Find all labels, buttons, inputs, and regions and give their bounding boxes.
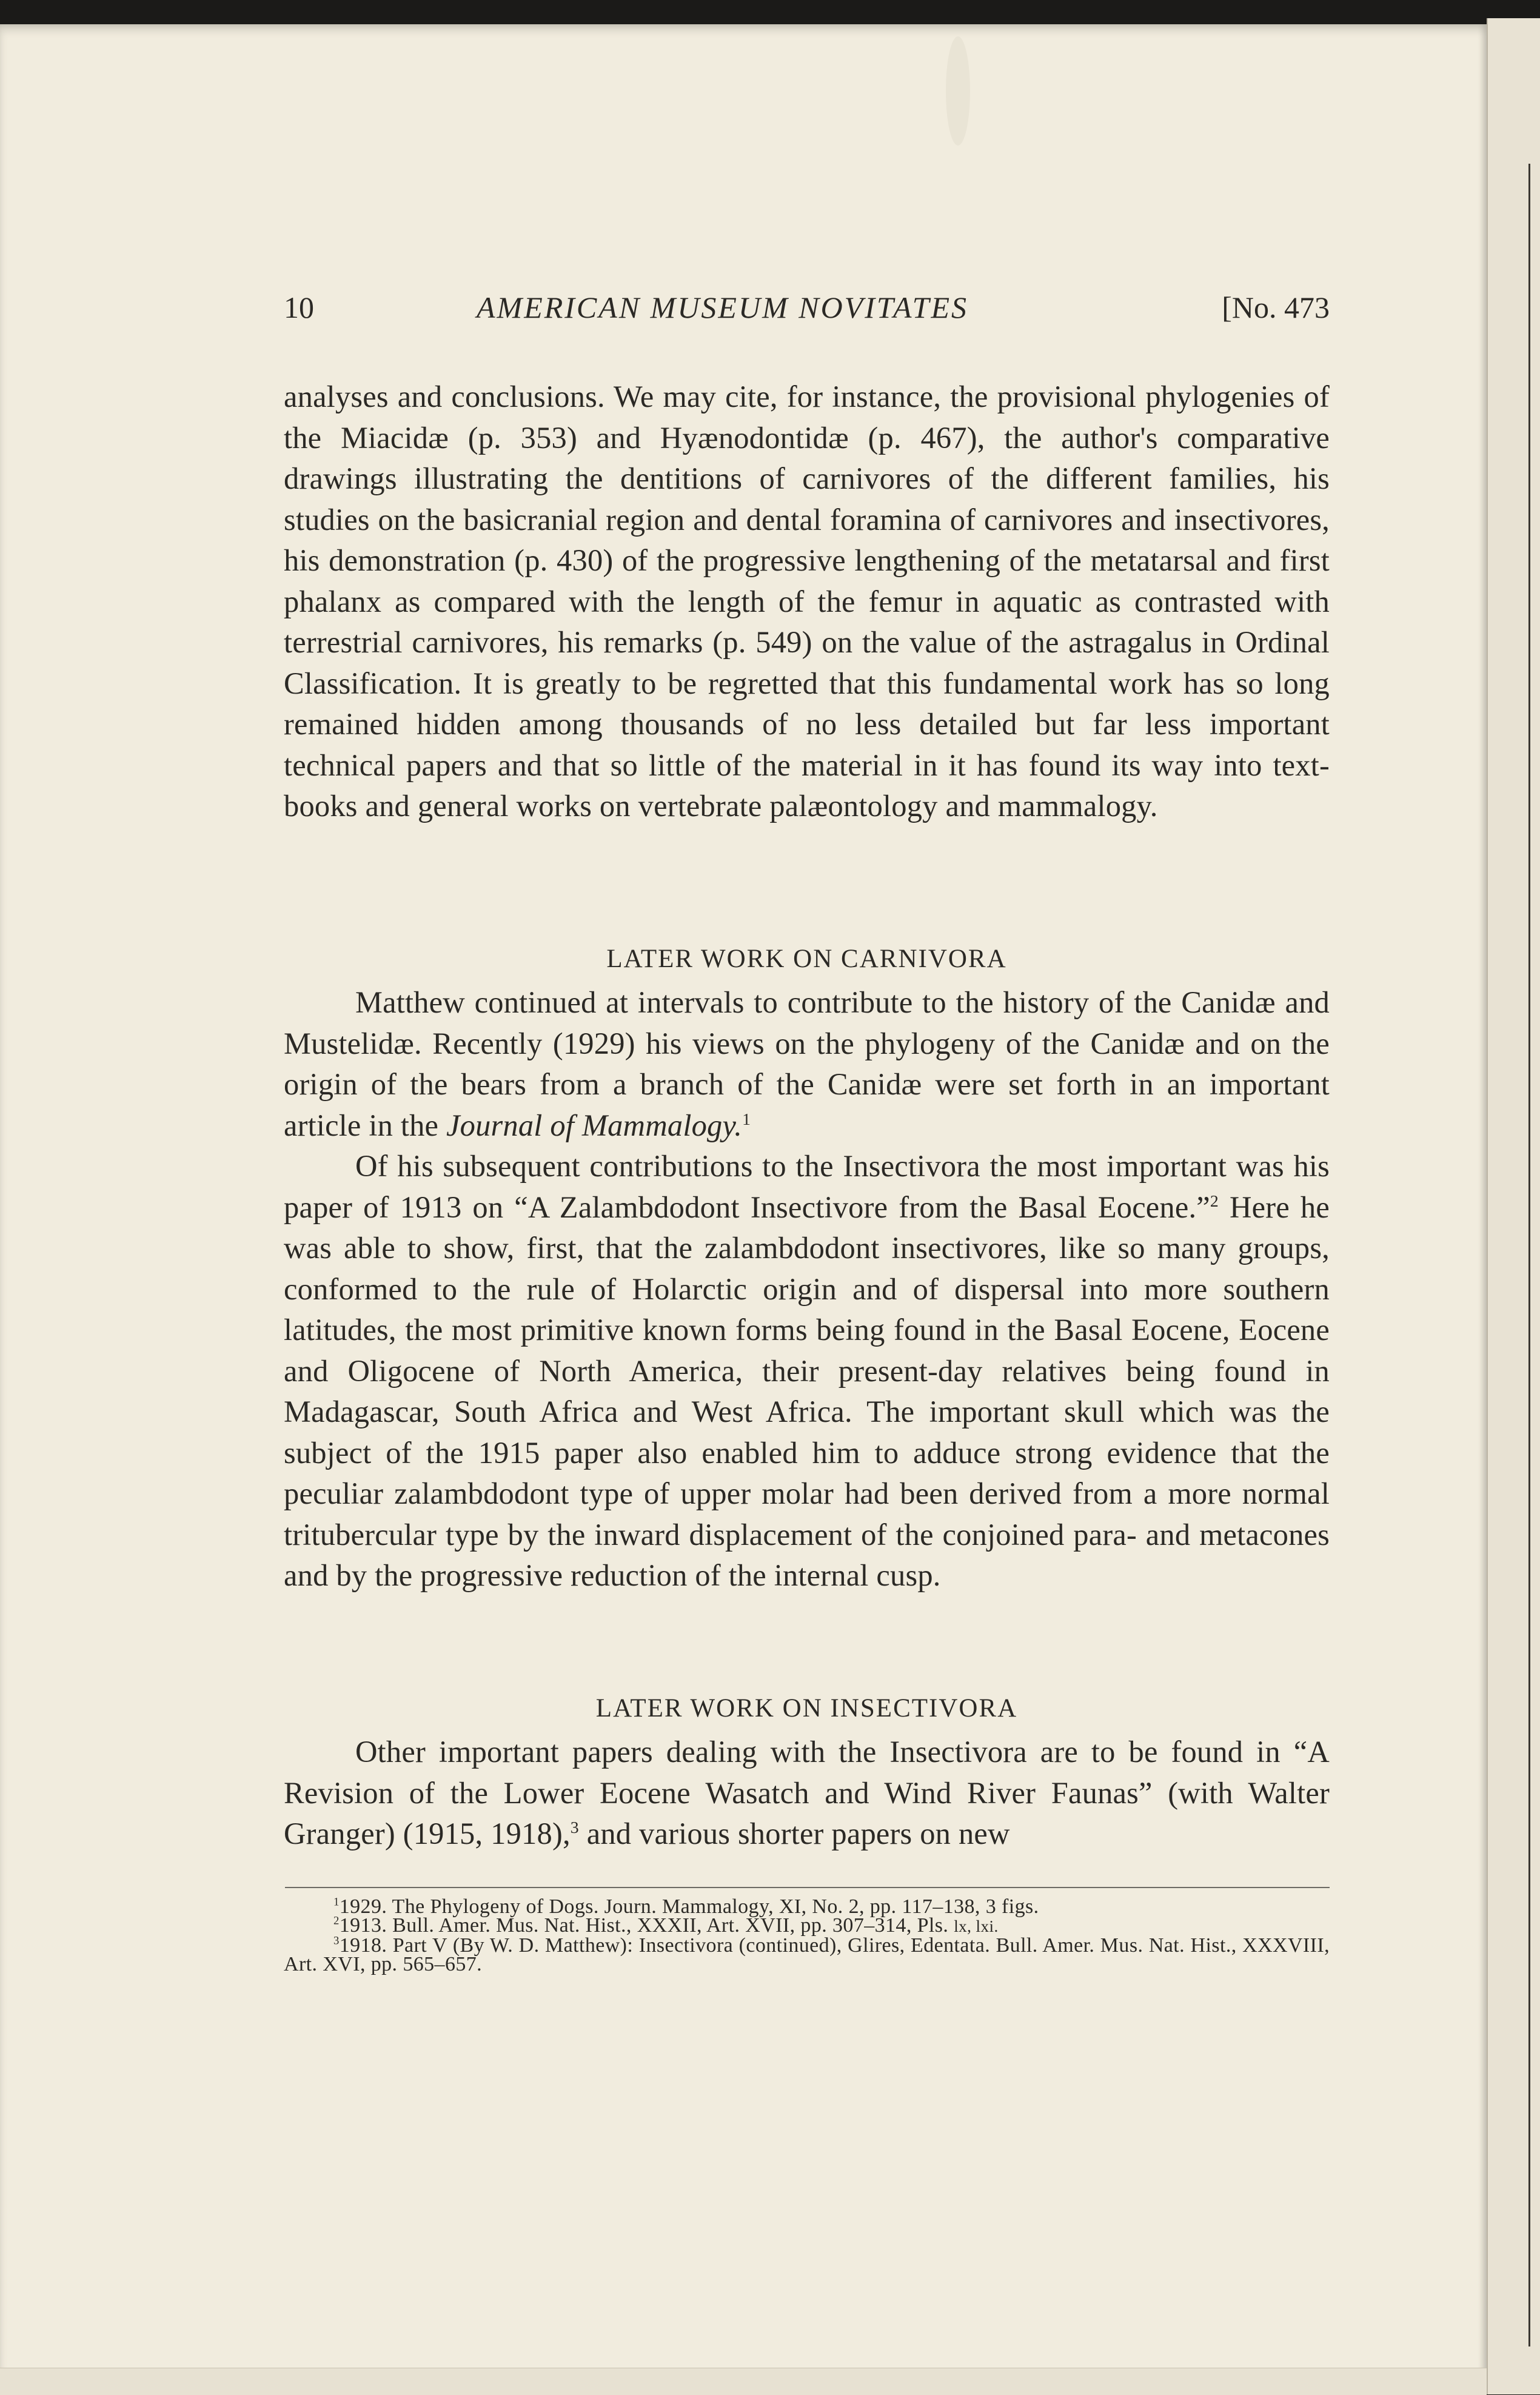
paragraph-text [284, 1732, 1330, 1855]
paragraph-carnivora [284, 982, 1330, 1596]
issue-number: [No. 473 [1222, 290, 1330, 324]
footnote-ref-2: 2 [1210, 1191, 1219, 1211]
section-heading-carnivora: LATER WORK ON CARNIVORA [606, 945, 1007, 973]
footnote-ref-3: 3 [570, 1818, 579, 1838]
page-number: 10 [284, 290, 314, 324]
footnote-text: 1929. The Phylogeny of Dogs. Journ. Mammalogy, XI, No. 2, pp. 117–138, 3 figs. [339, 1895, 1039, 1918]
footnote-mark: 2 [333, 1914, 340, 1928]
paragraph-text-part: Of his subsequent contributions to the Insectivora the most important was his paper of 1913 on “A Zalambdodont Insectivore from the Basal Eocene.” [284, 1149, 1330, 1224]
footnote-divider [285, 1887, 1330, 1888]
section-heading-insectivora: LATER WORK ON INSECTIVORA [595, 1694, 1018, 1723]
footnote-ref-1: 1 [742, 1110, 751, 1129]
footnote-3 [284, 1936, 1330, 1974]
paper-mark [946, 36, 970, 146]
paragraph-insectivora-contributions [284, 1146, 1330, 1596]
footnote-text: 1913. Bull. Amer. Mus. Nat. Hist., XXXII, Art. XVII, pp. 307–314, Pls. [339, 1914, 954, 1937]
footnote-text: 1918. Part V (By W. D. Matthew): Insectivora (continued), Glires, Edentata. Bull. Amer. Mus. Nat. Hist., XXXVIII, Art. XVI, pp. 565–657. [284, 1934, 1330, 1975]
footnote-mark: 3 [333, 1934, 340, 1948]
running-head [284, 290, 1330, 332]
footnote-2 [284, 1916, 1330, 1936]
paragraph-text-part: Matthew continued at intervals to contribute to the history of the Canidæ and Mustelidæ. Recently (1929) his views on the phylogeny of the Canidæ and on the origin of the bears from a branch of the Canidæ were set forth in an important article in the [284, 985, 1330, 1142]
journal-title: AMERICAN MUSEUM NOVITATES [477, 290, 969, 324]
paragraph-text-part: Other important papers dealing with the Insectivora are to be found in “A Revision of the Lower Eocene Wasatch and Wind River Faunas” (with Walter Granger) (1915, 1918), [284, 1735, 1330, 1851]
footnote-1 [284, 1897, 1330, 1916]
paragraph-insectivora [284, 1732, 1330, 1855]
adjacent-page-edge [1487, 18, 1540, 2394]
paragraph-text-part: and various shorter papers on new [578, 1817, 1010, 1851]
footnotes [284, 1897, 1330, 1974]
paragraph-text: analyses and conclusions. We may cite, for instance, the provisional phylogenies of the Miacidæ (p. 353) and Hyænodontidæ (p. 467), the author's comparative drawings illustrating the dentitions of carnivores of the different families, his studies on the basicranial region and dental foramina of carnivores and insectivores, his demonstration (p. 430) of the progressive lengthening of the metatarsal and first phalanx as compared with the length of the femur in aquatic as contrasted with terrestrial carnivores, his remarks (p. 549) on the value of the astragalus in Ordinal Classification. It is greatly to be regretted that this fundamental work has so long remained hidden among thousands of no less detailed but far less important technical papers and that so little of the material in it has found its way into text-books and general works on vertebrate palæontology and mammalogy. [284, 380, 1330, 823]
paragraph-analyses [284, 377, 1330, 827]
footnote-plates: lx, lxi. [954, 1917, 999, 1935]
paragraph-text [284, 982, 1330, 1146]
journal-citation: Journal of Mammalogy. [446, 1108, 743, 1142]
footnote-mark: 1 [333, 1895, 340, 1909]
page-bottom-edge [0, 2368, 1487, 2395]
paragraph-text-part: Here he was able to show, first, that the zalambdodont insectivores, like so many groups, conformed to the rule of Holarctic origin and of dispersal into more southern latitudes, the most primitive known forms being found in the Basal Eocene, Eocene and Oligocene of North America, their present-day relatives being found in Madagascar, South Africa and West Africa. The important skull which was the subject of the 1915 paper also enabled him to adduce strong evidence that the peculiar zalambdodont type of upper molar had been derived from a more normal tritubercular type by the inward displacement of the conjoined para- and metacones and by the progressive reduction of the internal cusp. [284, 1190, 1330, 1592]
